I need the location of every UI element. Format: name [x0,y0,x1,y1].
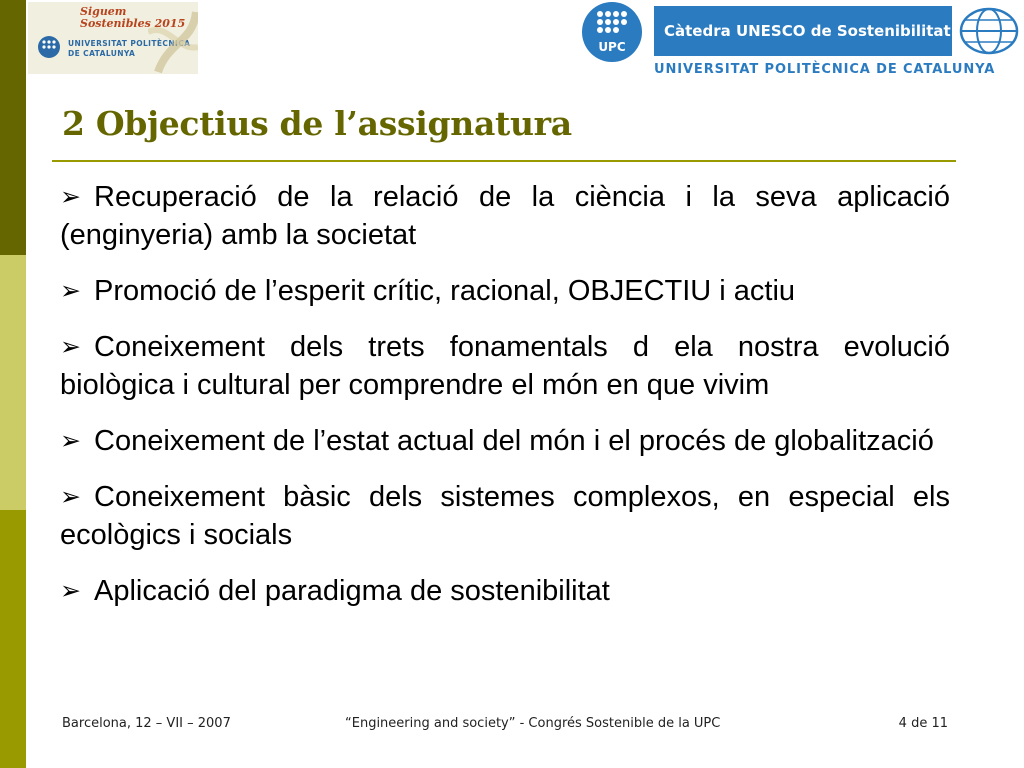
objectives-list [60,178,950,628]
arrow-bullet-icon: ➢ [60,483,81,511]
upc-dots-icon [38,36,60,58]
siguem-sostenibles-logo [28,2,198,74]
upc-logo [582,2,642,62]
globe-icon [956,6,1022,56]
footer-date: Barcelona, 12 – VII – 2007 [62,716,231,731]
bullet-text: Promoció de l’esperit crític, racional, OBJECTIU i actiu [94,275,796,307]
arrow-bullet-icon: ➢ [60,427,81,455]
arrow-bullet-icon: ➢ [60,183,81,211]
bullet-text: Coneixement dels trets fonamentals d ela nostra evolució biològica i cultural per comprendre el món en que vivim [60,331,950,401]
upc-dots-grid-icon [582,2,642,42]
bullet-text: Recuperació de la relació de la ciència i la seva aplicació (enginyeria) amb la societat [60,181,950,251]
upc-full-name: UNIVERSITAT POLITÈCNICA DE CATALUNYA [654,62,996,77]
arrow-bullet-icon: ➢ [60,277,81,305]
list-item [60,178,950,254]
side-strip-bottom [0,510,26,768]
list-item [60,272,950,310]
badge-line2: Sostenibles 2015 [80,17,186,30]
hands-decoration-icon [148,2,198,74]
uni-line1: UNIVERSITAT POLITÈCNICA [68,39,191,48]
list-item [60,478,950,554]
slide-number: 4 de 11 [898,716,948,731]
bullet-text: Coneixement de l’estat actual del món i el procés de globalització [94,425,934,457]
arrow-bullet-icon: ➢ [60,333,81,361]
list-item [60,328,950,404]
side-strip-middle [0,255,26,510]
catedra-unesco-banner: Càtedra UNESCO de Sostenibilitat [654,6,952,56]
list-item [60,422,950,460]
arrow-bullet-icon: ➢ [60,577,81,605]
slide-title: 2 Objectius de l’assignatura [62,104,572,143]
side-strip-top [0,0,26,255]
bullet-text: Aplicació del paradigma de sostenibilitat [94,575,610,607]
upc-logo-text: UPC [598,40,626,54]
list-item [60,572,950,610]
uni-line2: DE CATALUNYA [68,49,136,58]
footer-event: “Engineering and society” - Congrés Sostenible de la UPC [345,716,721,731]
bullet-text: Coneixement bàsic dels sistemes complexos, en especial els ecològics i socials [60,481,950,551]
title-underline [52,160,956,162]
badge-line1: Siguem [80,5,127,18]
